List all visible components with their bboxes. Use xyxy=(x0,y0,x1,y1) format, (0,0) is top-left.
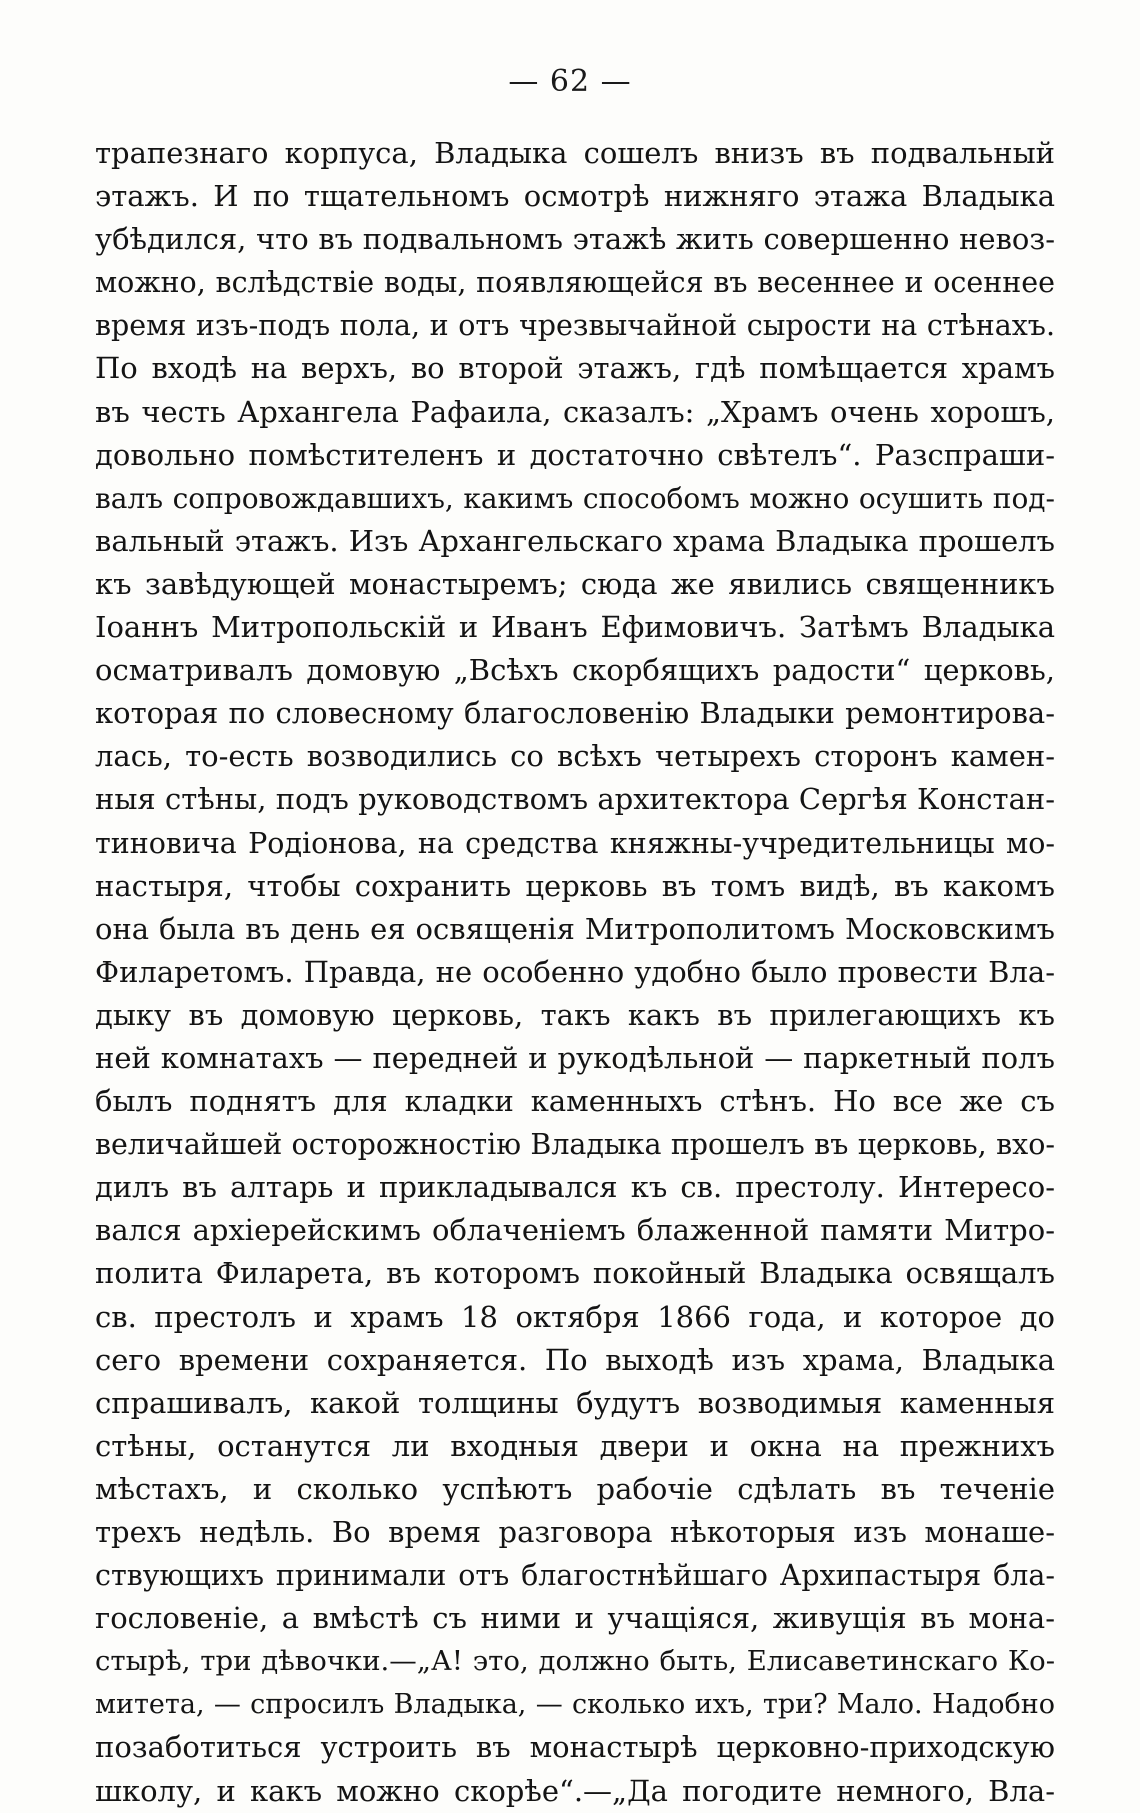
text-line: митета, — спросилъ Владыка, — сколько ихъ, три? Мало. Надобно xyxy=(95,1689,1055,1721)
text-line: вался архіерейскимъ облаченіемъ блаженной памяти Митро- xyxy=(95,1213,1055,1248)
text-line: тиновича Родіонова, на средства княжны-учредительницы мо- xyxy=(95,826,1055,860)
text-line: стѣны, останутся ли входныя двери и окна на прежнихъ xyxy=(95,1428,1055,1463)
text-line: время изъ-подъ пола, и отъ чрезвычайной сырости на стѣнахъ. xyxy=(95,309,1055,343)
text-line: ныя стѣны, подъ руководствомъ архитектора Сергѣя Констан- xyxy=(95,782,1055,817)
text-line: гословеніе, а вмѣстѣ съ ними и учащіяся, живущія въ мона- xyxy=(95,1601,1055,1636)
text-line: можно, вслѣдствіе воды, появляющейся въ весеннее и осеннее xyxy=(95,266,1055,300)
text-line: Филаретомъ. Правда, не особенно удобно было провести Вла- xyxy=(95,954,1055,989)
text-line: настыря, чтобы сохранить церковь въ томъ видѣ, въ какомъ xyxy=(95,868,1055,903)
body-text xyxy=(95,132,1055,1813)
text-line: Іоаннъ Митропольскій и Иванъ Ефимовичъ. Затѣмъ Владыка xyxy=(95,610,1055,645)
text-line: въ честь Архангела Рафаила, сказалъ: „Храмъ очень хорошъ, xyxy=(95,394,1055,429)
page-number: — 62 — xyxy=(508,64,632,99)
text-line: школу, и какъ можно скорѣе“.—„Да погодите немного, Вла- xyxy=(95,1773,1055,1808)
text-line: величайшей осторожностію Владыка прошелъ въ церковь, вхо- xyxy=(95,1128,1055,1162)
text-line: вальный этажъ. Изъ Архангельскаго храма Владыка прошелъ xyxy=(95,523,1055,558)
text-line: былъ поднятъ для кладки каменныхъ стѣнъ. Но все же съ xyxy=(95,1084,1055,1119)
text-line: дыку въ домовую церковь, такъ какъ въ прилегающихъ къ xyxy=(95,997,1055,1032)
text-line: мѣстахъ, и сколько успѣютъ рабочіе сдѣлать въ теченіе xyxy=(95,1471,1055,1506)
text-line: трапезнаго корпуса, Владыка сошелъ внизъ въ подвальный xyxy=(95,136,1055,170)
text-line: она была въ день ея освященія Митрополитомъ Московскимъ xyxy=(95,911,1055,946)
text-line: позаботиться устроить въ монастырѣ церковно-приходскую xyxy=(95,1730,1055,1765)
text-line: лась, то-есть возводились со всѣхъ четырехъ сторонъ камен- xyxy=(95,739,1055,774)
text-line: этажъ. И по тщательномъ осмотрѣ нижняго этажа Владыка xyxy=(95,179,1055,214)
text-line: трехъ недѣль. Во время разговора нѣкоторыя изъ монаше- xyxy=(95,1515,1055,1549)
text-line: стырѣ, три дѣвочки.—„А! это, должно быть, Елисаветинскаго Ко- xyxy=(95,1645,1055,1678)
text-line: убѣдился, что въ подвальномъ этажѣ жить совершенно невоз- xyxy=(95,222,1055,257)
text-line: спрашивалъ, какой толщины будутъ возводимыя каменныя xyxy=(95,1385,1055,1420)
text-line: къ завѣдующей монастыремъ; сюда же явились священникъ xyxy=(95,566,1055,601)
text-line: полита Филарета, въ которомъ покойный Владыка освящалъ xyxy=(95,1256,1055,1291)
text-line: валъ сопровождавшихъ, какимъ способомъ можно осушить под- xyxy=(95,481,1055,515)
text-line: По входѣ на верхъ, во второй этажъ, гдѣ помѣщается храмъ xyxy=(95,351,1055,386)
text-line: св. престолъ и храмъ 18 октября 1866 года, и которое до xyxy=(95,1299,1055,1334)
text-line: ствующихъ принимали отъ благостнѣйшаго Архипастыря бла- xyxy=(95,1559,1055,1593)
text-line: осматривалъ домовую „Всѣхъ скорбящихъ радости“ церковь, xyxy=(95,653,1055,688)
text-line: довольно помѣстителенъ и достаточно свѣтелъ“. Разспраши- xyxy=(95,437,1055,472)
text-line: которая по словесному благословенію Владыки ремонтирова- xyxy=(95,696,1055,731)
text-line: ней комнатахъ — передней и рукодѣльной — паркетный полъ xyxy=(95,1040,1055,1075)
text-line: дилъ въ алтарь и прикладывался къ св. престолу. Интересо- xyxy=(95,1170,1055,1205)
text-line: сего времени сохраняется. По выходѣ изъ храма, Владыка xyxy=(95,1342,1055,1377)
